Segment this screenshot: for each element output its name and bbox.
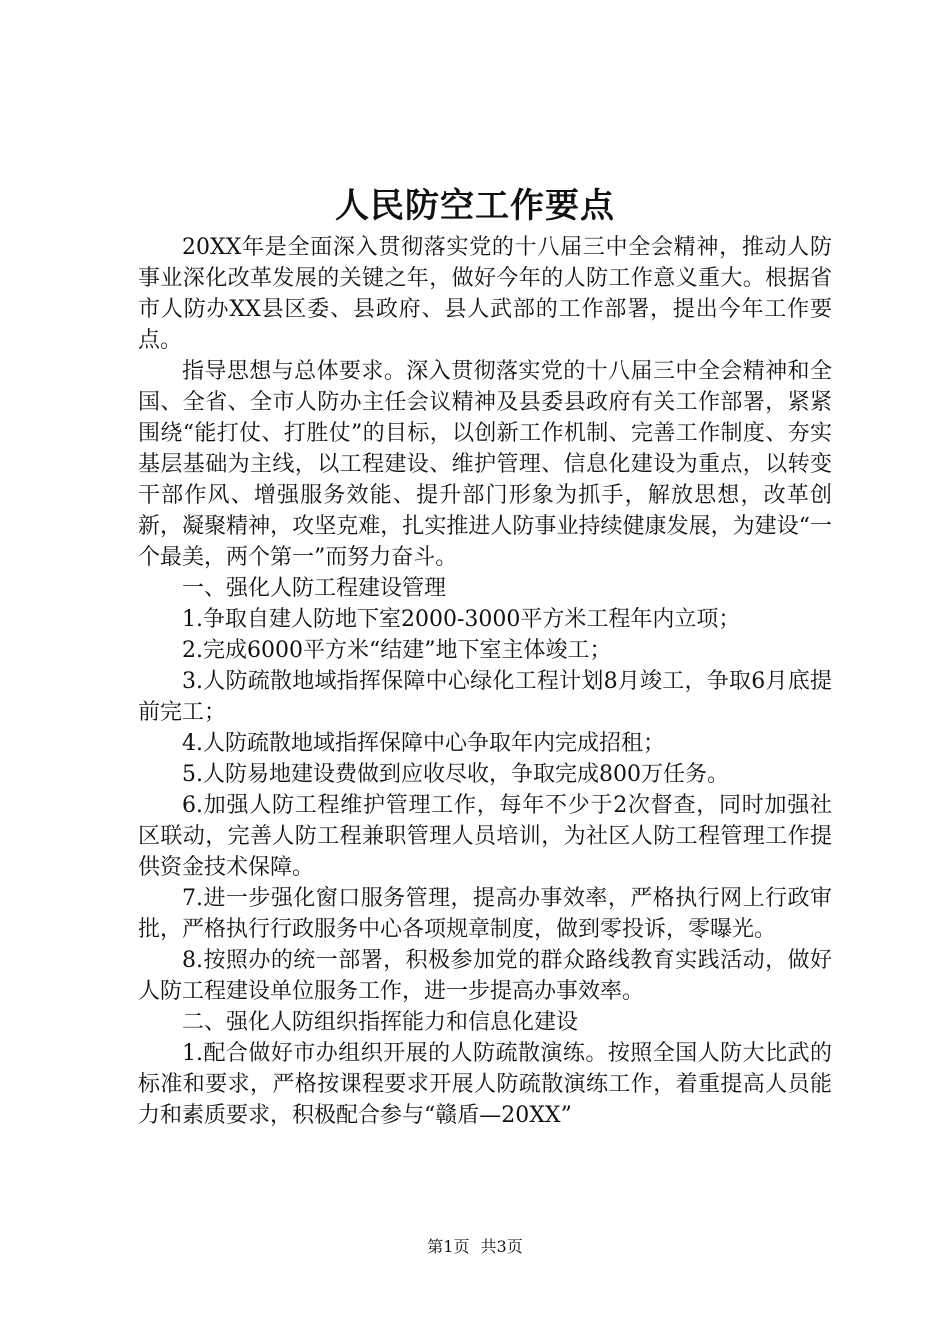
document-title: 人民防空工作要点 xyxy=(335,186,615,226)
section-heading-1: 一、强化人防工程建设管理 xyxy=(182,576,447,601)
page-number: 第1页 xyxy=(427,1237,470,1256)
page-total: 共3页 xyxy=(480,1237,523,1256)
document-body xyxy=(138,232,832,1131)
paragraph-intro: 20XX年是全面深入贯彻落实党的十八届三中全会精神，推动人防事业深化改革发展的关键之年，做好今年的人防工作意义重大。根据省市人防办XX县区委、县政府、县人武部的工作部署，提出今年工作要点。 xyxy=(138,235,832,353)
list-item: 3.人防疏散地域指挥保障中心绿化工程计划8月竣工，争取6月底提前完工； xyxy=(138,669,832,725)
page-footer xyxy=(0,1236,950,1258)
section-heading-2: 二、强化人防组织指挥能力和信息化建设 xyxy=(182,1010,579,1035)
list-item: 1.配合做好市办组织开展的人防疏散演练。按照全国人防大比武的标准和要求，严格按课程要求开展人防疏散演练工作，着重提高人员能力和素质要求，积极配合参与“赣盾—20XX” xyxy=(138,1041,832,1128)
list-item: 8.按照办的统一部署，积极参加党的群众路线教育实践活动，做好人防工程建设单位服务工作，进一步提高办事效率。 xyxy=(138,948,832,1004)
list-item: 4.人防疏散地域指挥保障中心争取年内完成招租； xyxy=(182,731,665,756)
paragraph-guiding-principles: 指导思想与总体要求。深入贯彻落实党的十八届三中全会精神和全国、全省、全市人防办主任会议精神及县委县政府有关工作部署，紧紧围绕“能打仗、打胜仗”的目标，以创新工作机制、完善工作制度、夯实基层基础为主线，以工程建设、维护管理、信息化建设为重点，以转变干部作风、增强服务效能、提升部门形象为抓手，解放思想，改革创新，凝聚精神，攻坚克难，扎实推进人防事业持续健康发展，为建设“一个最美，两个第一”而努力奋斗。 xyxy=(138,359,832,570)
list-item: 5.人防易地建设费做到应收尽收，争取完成800万任务。 xyxy=(182,762,729,787)
list-item: 2.完成6000平方米“结建”地下室主体竣工； xyxy=(182,638,612,663)
list-item: 7.进一步强化窗口服务管理，提高办事效率，严格执行网上行政审批，严格执行行政服务中心各项规章制度，做到零投诉，零曝光。 xyxy=(138,886,832,942)
list-item: 6.加强人防工程维护管理工作，每年不少于2次督查，同时加强社区联动，完善人防工程兼职管理人员培训，为社区人防工程管理工作提供资金技术保障。 xyxy=(138,793,832,880)
list-item: 1.争取自建人防地下室2000-3000平方米工程年内立项； xyxy=(182,607,741,632)
